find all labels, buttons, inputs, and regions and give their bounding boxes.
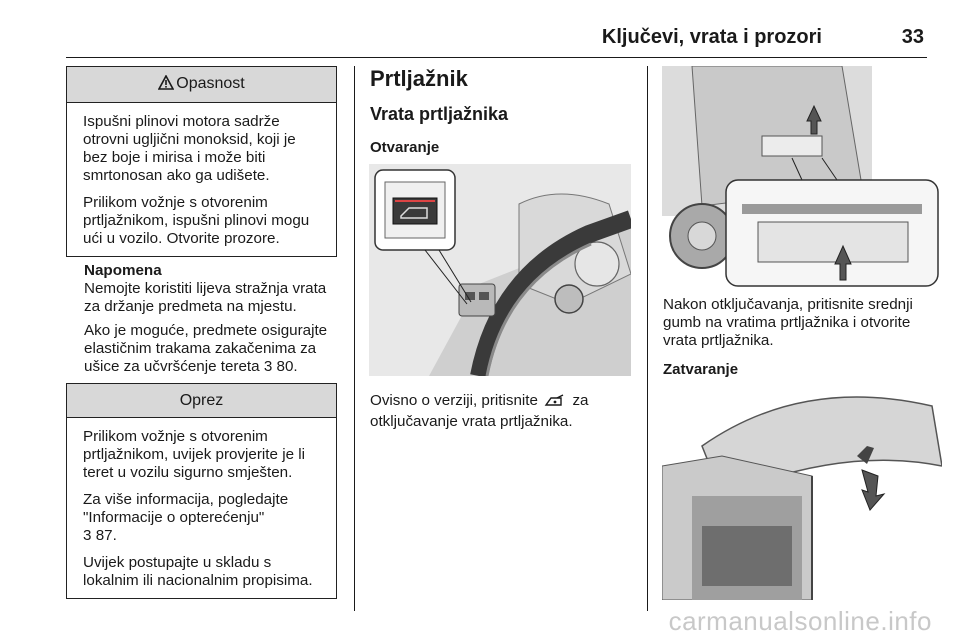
- warning-triangle-icon: [158, 75, 174, 95]
- caution-box: [66, 383, 337, 599]
- page-number: 33: [901, 26, 924, 48]
- header-title: Ključevi, vrata i prozori: [601, 26, 822, 48]
- page-ref-icon: 3: [263, 358, 273, 375]
- column-divider-left: [354, 66, 355, 611]
- opening-heading: Otvaranje: [370, 139, 440, 156]
- note-paragraph-1: Nemojte koristiti lijeva stražnja vrata za držanje predmeta na mjestu.: [84, 280, 327, 315]
- opening-text-before: Ovisno o verziji, pritisnite: [370, 392, 538, 409]
- caution-paragraph-3: Uvijek postupajte u skladu s lokalnim ili nacionalnim propisima.: [83, 554, 313, 589]
- danger-box: [66, 66, 337, 257]
- caution-box-header: [67, 384, 336, 418]
- section-title: Prtljažnik: [370, 66, 468, 91]
- unlock-instructions: Nakon otključavanja, pritisnite srednji gumb na vratima prtljažnika i otvorite vrata prtljažnika.: [663, 296, 913, 349]
- danger-box-body: [67, 103, 336, 256]
- note-paragraph-2: [84, 322, 344, 376]
- opening-instructions: [370, 392, 640, 431]
- note-title: Napomena: [84, 262, 162, 279]
- caution-paragraph-2: [83, 491, 320, 545]
- note-section: [84, 262, 344, 382]
- note-paragraph-2-text: Ako je moguće, predmete osigurajte elastičnim trakama zakačenima za ušice za učvršćenje tereta: [84, 322, 328, 375]
- caution-paragraph-1: Prilikom vožnje s otvorenim prtljažnikom, uvijek provjerite je li teret u vozilu sigurno smješten.: [83, 428, 305, 481]
- section-subtitle: Vrata prtljažnika: [370, 104, 509, 124]
- caution-page-ref[interactable]: 87.: [95, 527, 117, 544]
- danger-paragraph-2: Prilikom vožnje s otvorenim prtljažnikom, ispušni plinovi mogu ući u vozilo. Otvorite prozore.: [83, 194, 310, 247]
- danger-box-header: [67, 67, 336, 103]
- watermark: carmanualsonline.info: [668, 606, 932, 636]
- note-page-ref[interactable]: 80.: [276, 358, 298, 375]
- caution-box-body: [67, 418, 336, 598]
- danger-paragraph-1: Ispušni plinovi motora sadrže otrovni ugljični monoksid, koji je bez boje i mirisa i može biti smrtonosan ako ga udišete.: [83, 113, 296, 184]
- caution-paragraph-2-text: Za više informacija, pogledajte "Informacije o opterećenju": [83, 491, 289, 526]
- page-ref-icon: 3: [83, 527, 92, 544]
- closing-heading: Zatvaranje: [663, 361, 739, 378]
- caution-box-title: Oprez: [179, 392, 224, 409]
- column-divider-right: [647, 66, 648, 611]
- header-rule: [66, 57, 927, 58]
- opening-text-after: za otključavanje vrata prtljažnika.: [370, 392, 589, 430]
- tailgate-key-icon: [544, 394, 566, 413]
- tailgate-closing-illustration: [662, 386, 942, 600]
- danger-box-title: Opasnost: [176, 75, 245, 92]
- tailgate-button-illustration: [662, 66, 942, 290]
- dashboard-switch-illustration: [369, 164, 631, 376]
